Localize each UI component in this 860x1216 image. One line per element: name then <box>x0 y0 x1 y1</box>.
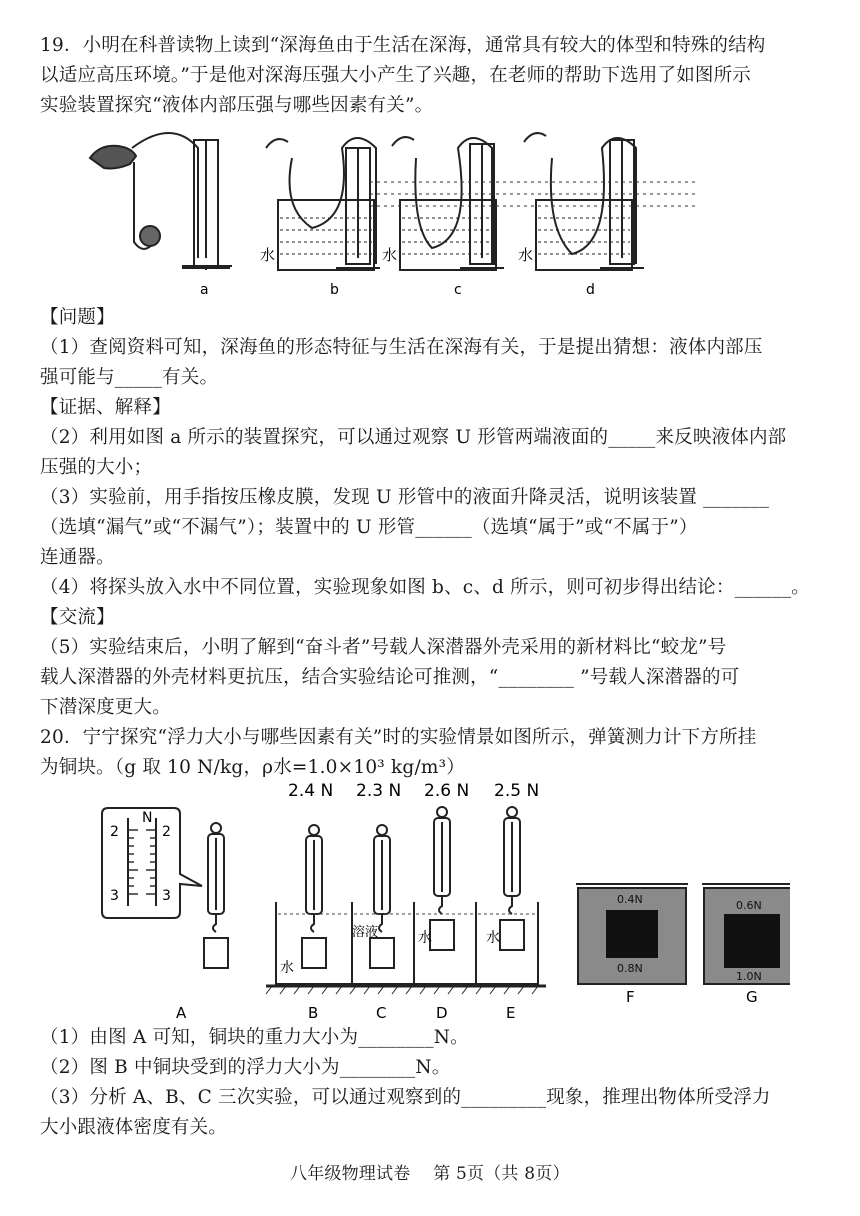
fig-label-c: c <box>454 282 462 298</box>
hand-icon <box>90 146 136 169</box>
q19-p5c: 下潜深度更大。 <box>40 697 171 718</box>
f-top-force: 0.4N <box>617 893 643 906</box>
q19-p1b: 强可能与_____有关。 <box>40 367 219 388</box>
g-bottom-force: 1.0N <box>736 970 762 983</box>
q20-p1: （1）由图 A 可知，铜块的重力大小为________N。 <box>40 1027 469 1048</box>
pressure-experiment-figure <box>70 118 700 300</box>
fig-label-A: A <box>176 1004 187 1022</box>
reading-c: 2.3 N <box>356 781 402 801</box>
scale-tick-3-right: 3 <box>162 888 171 904</box>
q19-heading-evidence: 【证据、解释】 <box>40 397 171 418</box>
fig-label-d: d <box>586 282 595 298</box>
fig-label-E: E <box>506 1004 516 1022</box>
water-label-b: 水 <box>260 246 276 264</box>
fig-label-B: B <box>308 1004 319 1022</box>
fig-label-D: D <box>436 1004 448 1022</box>
q20-line1: 20．宁宁探究“浮力大小与哪些因素有关”时的实验情景如图所示，弹簧测力计下方所挂 <box>40 727 757 748</box>
q19-heading-exchange: 【交流】 <box>40 607 115 628</box>
liquid-label-e: 水 <box>486 930 500 946</box>
q19-line3: 实验装置探究“液体内部压强与哪些因素有关”。 <box>40 95 434 116</box>
q19-line1: 19．小明在科普读物上读到“深海鱼由于生活在深海，通常具有较大的体型和特殊的结构 <box>40 35 766 56</box>
reading-d: 2.6 N <box>424 781 470 801</box>
q19-line2: 以适应高压环境。”于是他对深海压强大小产生了兴趣，在老师的帮助下选用了如图所示 <box>40 65 752 86</box>
liquid-label-c: 溶液 <box>352 925 379 940</box>
buoyancy-experiment-figure <box>90 772 790 1022</box>
g-top-force: 0.6N <box>736 899 762 912</box>
q20-line2: 为铜块。（g 取 10 N/kg，ρ水=1.0×10³ kg/m³） <box>40 757 465 778</box>
q20-p3a: （3）分析 A、B、C 三次实验，可以通过观察到的_________现象，推理出物体所受浮力 <box>40 1087 771 1108</box>
liquid-label-d: 水 <box>418 930 432 946</box>
water-label-d: 水 <box>518 246 534 264</box>
q19-p2b: 压强的大小； <box>40 457 153 478</box>
water-label-c: 水 <box>382 246 398 264</box>
page-footer: 八年级物理试卷 第 5页（共 8页） <box>290 1164 570 1184</box>
scale-tick-3-left: 3 <box>110 888 119 904</box>
q19-p5b: 载人深潜器的外壳材料更抗压，结合实验结论可推测，“________ ”号载人深潜器的可 <box>40 667 740 688</box>
f-bottom-force: 0.8N <box>617 962 643 975</box>
fig-label-F: F <box>626 988 635 1006</box>
fig-label-C: C <box>376 1004 387 1022</box>
q19-p2a: （2）利用如图 a 所示的装置探究，可以通过观察 U 形管两端液面的_____来反映液体内部 <box>40 427 787 448</box>
q20-p3b: 大小跟液体密度有关。 <box>40 1117 228 1138</box>
q19-p1a: （1）查阅资料可知，深海鱼的形态特征与生活在深海有关，于是提出猜想：液体内部压 <box>40 337 763 358</box>
q19-p4: （4）将探头放入水中不同位置，实验现象如图 b、c、d 所示，则可初步得出结论：______。 <box>40 577 810 598</box>
fig-label-a: a <box>200 282 209 298</box>
reading-b: 2.4 N <box>288 781 334 801</box>
reading-e: 2.5 N <box>494 781 540 801</box>
q20-p2: （2）图 B 中铜块受到的浮力大小为________N。 <box>40 1057 451 1078</box>
q19-p3a: （3）实验前，用手指按压橡皮膜，发现 U 形管中的液面升降灵活，说明该装置 _______ <box>40 487 770 508</box>
scale-unit: N <box>142 810 153 826</box>
scale-tick-2-right: 2 <box>162 824 171 840</box>
fig-label-b: b <box>330 282 339 298</box>
q19-p3c: 连通器。 <box>40 547 115 568</box>
fig-label-G: G <box>746 988 758 1006</box>
q19-heading-question: 【问题】 <box>40 307 115 328</box>
liquid-label-b: 水 <box>280 960 294 976</box>
scale-tick-2-left: 2 <box>110 824 119 840</box>
q19-p3b: （选填“漏气”或“不漏气”）；装置中的 U 形管______（选填“属于”或“不属于”） <box>40 517 698 538</box>
q19-p5a: （5）实验结束后，小明了解到“奋斗者”号载人深潜器外壳采用的新材料比“蛟龙”号 <box>40 637 727 658</box>
